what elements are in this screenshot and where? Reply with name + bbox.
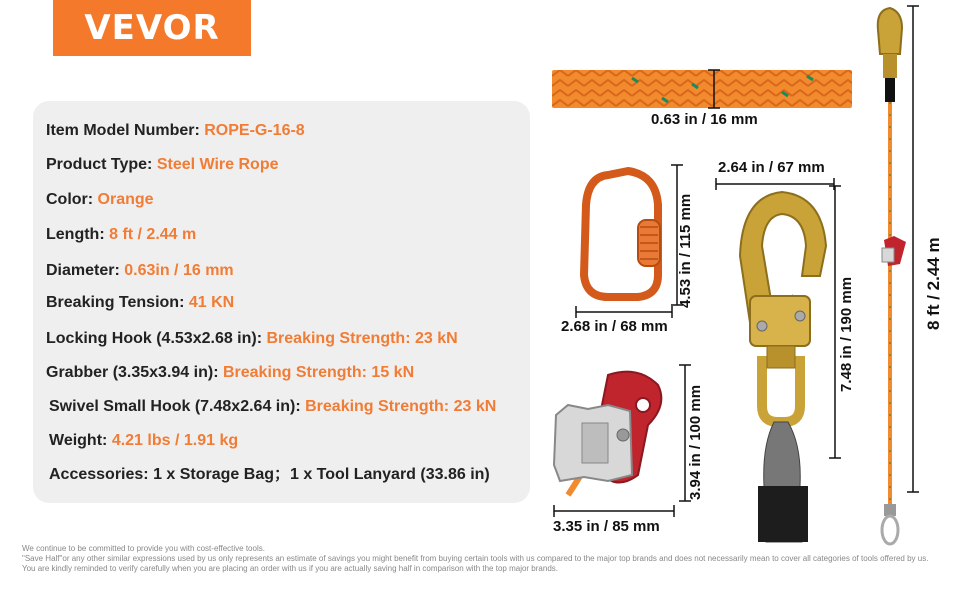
carabiner-width-marker [576,306,674,318]
swivel-hook-image [722,186,832,542]
spec-grabber: Grabber (3.35x3.94 in): Breaking Strength: 15 kN [46,364,415,381]
rope-diameter-label: 0.63 in / 16 mm [651,111,758,128]
spec-swivel-hook: Swivel Small Hook (7.48x2.64 in): Breaking Strength: 23 kN [49,398,497,415]
carabiner-height-label: 4.53 in / 115 mm [677,193,694,308]
grabber-height-label: 3.94 in / 100 mm [687,384,704,500]
lanyard-length-marker [906,6,920,494]
vevor-logo: VEVOR [53,0,251,56]
spec-color: Color: Orange [46,191,154,208]
lanyard-image [870,4,910,550]
rope-image [552,70,852,108]
carabiner-width-label: 2.68 in / 68 mm [561,318,668,335]
hook-width-label: 2.64 in / 67 mm [718,159,825,176]
spec-length: Length: 8 ft / 2.44 m [46,226,197,243]
grabber-image [548,365,678,505]
spec-model-number: Item Model Number: ROPE-G-16-8 [46,122,305,139]
rope-diameter-marker [706,70,722,110]
disclaimer-line-3: You are kindly reminded to verify carefully when you are placing an order with us if you are actually saving half in comparison with the top major brands. [22,564,558,573]
spec-diameter: Diameter: 0.63in / 16 mm [46,262,234,279]
grabber-width-marker [554,505,676,517]
hook-height-label: 7.48 in / 190 mm [838,276,855,392]
spec-product-type: Product Type: Steel Wire Rope [46,156,279,173]
lanyard-length-label: 8 ft / 2.44 m [924,237,943,330]
carabiner-image [578,165,668,305]
disclaimer-line-2: "Save Half"or any other similar expressions used by us only represents an estimate of savings you might benefit from buying certain tools with us compared to the major top brands and does not necessarily mean to cover all categories of tools offered by us. [22,554,929,563]
spec-accessories: Accessories: 1 x Storage Bag；1 x Tool Lanyard (33.86 in) [49,466,490,483]
disclaimer [22,544,957,574]
spec-breaking-tension: Breaking Tension: 41 KN [46,294,235,311]
spec-weight: Weight: 4.21 lbs / 1.91 kg [49,432,239,449]
spec-locking-hook: Locking Hook (4.53x2.68 in): Breaking Strength: 23 kN [46,330,458,347]
disclaimer-line-1: We continue to be committed to provide you with cost-effective tools. [22,544,265,553]
grabber-width-label: 3.35 in / 85 mm [553,518,660,535]
